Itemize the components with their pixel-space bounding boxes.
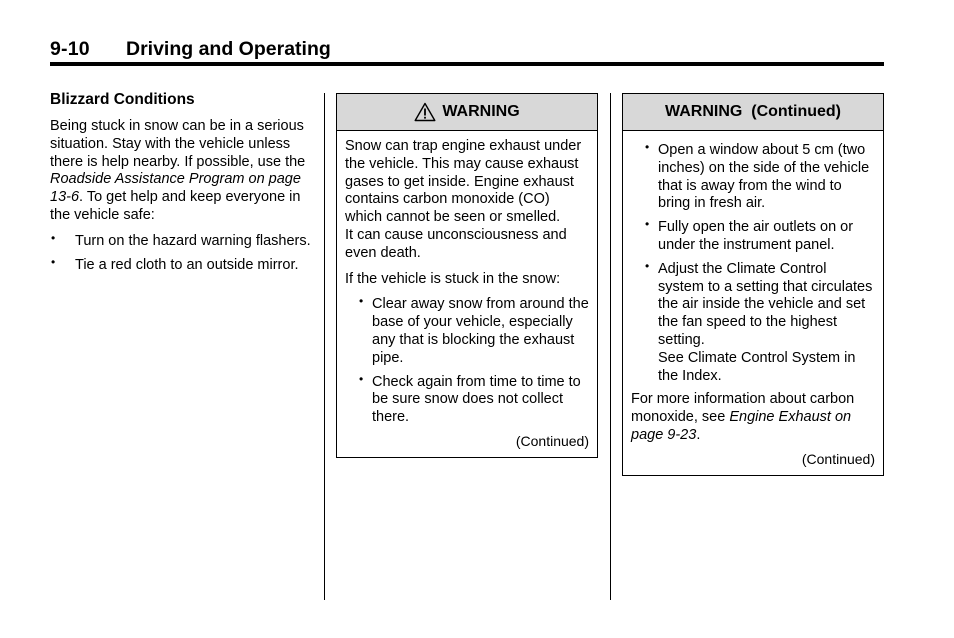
warning-continued-body xyxy=(623,131,883,475)
warning-continued-box xyxy=(622,93,884,476)
warning-triangle-icon xyxy=(414,102,436,122)
safety-list xyxy=(50,230,312,275)
warning-title: WARNING xyxy=(442,103,520,120)
list-item: • Fully open the air outlets on or under the instrument panel. xyxy=(645,217,854,253)
chapter-title: Driving and Operating xyxy=(126,38,331,60)
header-rule xyxy=(50,62,884,66)
list-item: • Turn on the hazard warning flashers. xyxy=(51,230,311,249)
list-item: • Open a window about 5 cm (two inches) on the side of the vehicle that is away from the wind to bring in fresh air. xyxy=(645,140,870,212)
warning-paragraph: Snow can trap engine exhaust under the vehicle. This may cause exhaust gases to get inside. Engine exhaust contains carbon monoxide (CO) which cannot be seen or smelled. It can cause unconsciousness and even death. xyxy=(345,138,582,261)
list-item: • Clear away snow from around the base of your vehicle, especially any that is blocking the exhaust pipe. xyxy=(359,294,589,366)
left-column xyxy=(50,91,312,280)
warning-body xyxy=(337,131,597,457)
continued-label: (Continued) xyxy=(801,450,875,467)
page-number: 9-10 xyxy=(50,38,90,60)
intro-text-end: . To get help and keep everyone in the vehicle safe: xyxy=(50,189,301,223)
warning-header xyxy=(337,94,597,131)
list-item: • Adjust the Climate Control system to a setting that circulates the air inside the vehicle and set the fan speed to the highest setting. See Climate Control System in the Index. xyxy=(645,258,873,384)
list-item: • Tie a red cloth to an outside mirror. xyxy=(51,254,299,273)
warning-list xyxy=(345,296,589,427)
warning-paragraph: If the vehicle is stuck in the snow: xyxy=(345,270,561,287)
warning-continued-title: WARNING (Continued) xyxy=(665,103,841,120)
warning-continued-header xyxy=(623,94,883,131)
engine-exhaust-link[interactable]: Engine Exhaust on page 9-23 xyxy=(631,409,852,443)
warning-box xyxy=(336,93,598,458)
intro-paragraph xyxy=(50,118,312,225)
column-divider-2 xyxy=(610,93,611,600)
section-title: Blizzard Conditions xyxy=(50,91,195,108)
more-info-paragraph: For more information about carbon monoxide, see Engine Exhaust on page 9-23. xyxy=(631,391,855,443)
continued-label: (Continued) xyxy=(515,432,589,449)
list-item: • Check again from time to time to be sure snow does not collect there. xyxy=(359,371,581,426)
column-divider-1 xyxy=(324,93,325,600)
page-header xyxy=(50,38,884,64)
roadside-assistance-link[interactable]: Roadside Assistance Program on page 13-6 xyxy=(50,171,301,206)
warning-continued-list xyxy=(631,142,875,385)
intro-text: Being stuck in snow can be in a serious situation. Stay with the vehicle unless there is help nearby. If possible, use the xyxy=(50,118,306,170)
